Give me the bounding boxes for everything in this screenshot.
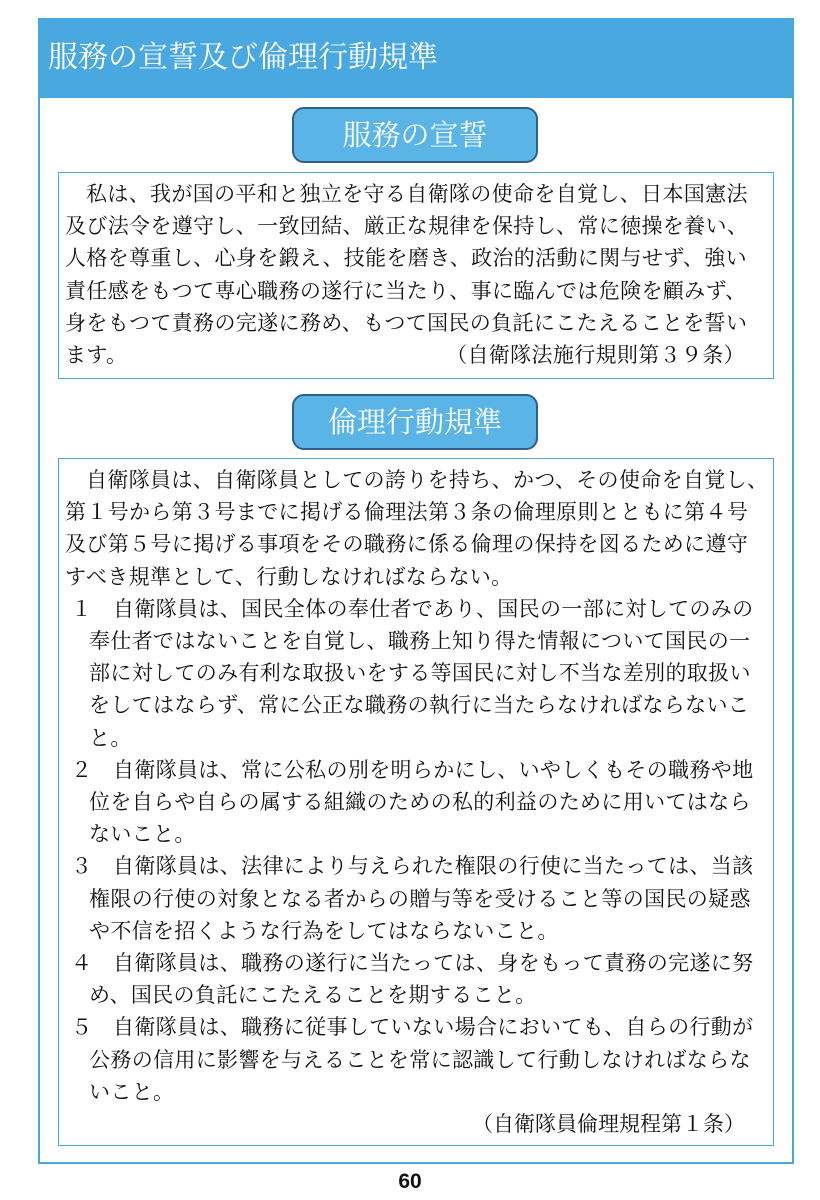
ethics-intro-line: 及び第５号に掲げる事項をその職務に係る倫理の保持を図るために遵守 (65, 532, 749, 557)
ethics-text-box (58, 458, 774, 1146)
ethics-item-3 (65, 850, 773, 947)
ethics-item-line: 自衛隊員は、国民全体の奉仕者であり、国民の一部に対してのみの (113, 596, 754, 621)
ethics-item-2 (65, 754, 773, 851)
ethics-item-line: 権限の行使の対象となる者からの贈与等を受けること等の国民の疑惑 (89, 886, 751, 911)
ethics-item-number: ３ (71, 854, 93, 879)
ethics-intro-line: 自衛隊員は、自衛隊員としての誇りを持ち、かつ、その使命を自覚し、 (86, 468, 769, 492)
ethics-item-line: 自衛隊員は、常に公私の別を明らかにし、いやしくもその職務や地 (113, 757, 754, 782)
ethics-item-first-line (65, 754, 773, 786)
ethics-item-number: ２ (71, 757, 93, 782)
ethics-item-number: ５ (71, 1015, 93, 1040)
ethics-item-line: や不信を招くような行為をしてはならないこと。 (89, 918, 559, 943)
header-bar (38, 18, 794, 98)
oath-source-citation: （自衛隊法施行規則第３９条） (446, 343, 745, 368)
ethics-item-5 (65, 1011, 773, 1108)
ethics-item-line: 位を自らや自らの属する組織のための私的利益のために用いてはなら (89, 790, 751, 815)
page-number: 60 (398, 1170, 422, 1193)
ethics-item-number: ４ (71, 951, 93, 976)
ethics-item-line: 奉仕者ではないことを自覚し、職務上知り得た情報について国民の一 (89, 629, 751, 654)
ethics-item-number: １ (71, 596, 93, 621)
oath-line: 責任感をもつて専心職務の遂行に当たり、事に臨んでは危険を顧みず、 (65, 278, 747, 303)
oath-line: 人格を尊重し、心身を鍛え、技能を磨き、政治的活動に関与せず、強い (65, 246, 747, 271)
ethics-item-first-line (65, 1011, 773, 1043)
oath-text-box (58, 172, 774, 379)
ethics-item-1 (65, 593, 773, 754)
ethics-source-citation: （自衛隊員倫理規程第１条） (472, 1112, 745, 1137)
ethics-intro-line: 第１号から第３号までに掲げる倫理法第３条の倫理原則とともに第４号 (65, 500, 749, 525)
oath-line: 身をもつて責務の完遂に務め、もつて国民の負託にこたえることを誓い (65, 310, 748, 335)
oath-paragraph (65, 178, 773, 371)
oath-section-title: 服務の宣誓 (292, 107, 538, 163)
ethics-item-first-line (65, 850, 773, 882)
ethics-item-first-line (65, 947, 773, 979)
ethics-item-line: 部に対してのみ有利な取扱いをする等国民に対し不当な差別的取扱い (89, 661, 751, 686)
ethics-intro-line: すべき規準として、行動しなければならない。 (65, 564, 513, 589)
ethics-item-line: をしてはならず、常に公正な職務の執行に当たらなければならないこ (89, 693, 750, 718)
ethics-item-line: め、国民の負託にこたえることを期すること。 (89, 983, 537, 1008)
page-title: 服務の宣誓及び倫理行動規準 (48, 40, 438, 75)
ethics-item-line: ないこと。 (89, 822, 196, 847)
ethics-item-4 (65, 947, 773, 1011)
ethics-item-line: いこと。 (89, 1079, 175, 1104)
ethics-item-line: 自衛隊員は、法律により与えられた権限の行使に当たっては、当該 (113, 854, 754, 879)
oath-line: 私は、我が国の平和と独立を守る自衛隊の使命を自覚し、日本国憲法 (86, 182, 748, 206)
ethics-item-line: 自衛隊員は、職務に従事していない場合においても、自らの行動が (113, 1015, 754, 1040)
ethics-item-line: 自衛隊員は、職務の遂行に当たっては、身をもって責務の完遂に努 (113, 951, 754, 976)
ethics-item-line: 公務の信用に影響を与えることを常に認識して行動しなければならな (89, 1047, 751, 1072)
oath-line: ます。 (65, 343, 128, 368)
oath-line: 及び法令を遵守し、一致団結、厳正な規律を保持し、常に徳操を養い、 (65, 214, 749, 239)
oath-last-line-row (65, 339, 773, 371)
ethics-paragraph (65, 464, 773, 1140)
ethics-section-title: 倫理行動規準 (292, 394, 538, 450)
ethics-item-line: と。 (89, 725, 132, 750)
ethics-item-first-line (65, 593, 773, 625)
